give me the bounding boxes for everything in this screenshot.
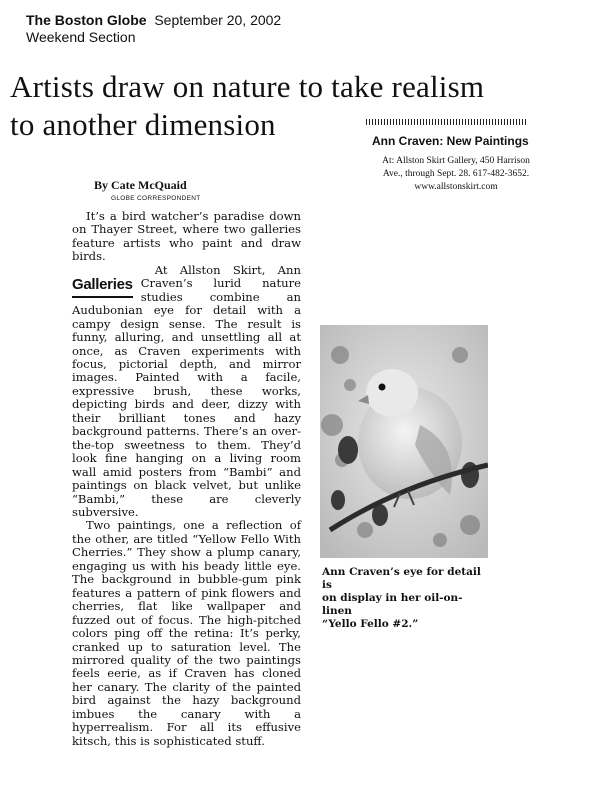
exhibition-venue: At: Allston Skirt Gallery, 450 Harrison [382,156,530,166]
photo-caption [322,566,492,631]
section-kicker: Galleries [72,276,133,298]
paragraph-2: At Allston Skirt, Ann Craven’s lurid nature studies combine an Audubonian eye for detail with a campy design sense. The result is funny, alluring, and unsettling all at once, as Craven experiments with focus, pictorial depth, and mirror images. Painted with a facile, expressive brush, these works, depicting birds and deer, dizzy with their brilliant tones and hazy background patterns. There’s an over-the-top sweetness to them. They’d look fine hanging on a living room wall amid posters from “Bambi” and paintings on black velvet, but unlike “Bambi,” these are cleverly subversive. [72,262,301,519]
section-name: Weekend Section [26,29,136,45]
exhibition-title: Ann Craven: New Paintings [372,134,529,148]
caption-line-2: on display in her oil-on-linen [322,592,463,617]
article-body [72,210,301,748]
exhibition-website: www.allstonskirt.com [414,182,498,192]
paragraph-3: Two paintings, one a reflection of the other, are titled “Yellow Fello With Cherries.” They show a plump canary, engaging us with his beady little eye. The background in bubble-gum pink features a pattern of pink flowers and cherries, flat like wallpaper and fuzzed out of focus. The high-pitched colors ping off the retina: It’s perky, cranked up to saturation level. The mirrored quality of the two paintings feels eerie, as if Craven has cloned her canary. The clarity of the painted bird against the hazy background imbues the canary with a hyperrealism. For all its effusive kitsch, this is sophisticated stuff. [72,518,301,748]
byline-author: By Cate McQuaid [94,178,187,192]
info-box-rule [366,119,528,125]
newspaper-name: The Boston Globe [26,12,147,28]
caption-line-3: “Yello Fello #2.” [322,618,419,630]
exhibition-details [371,155,541,194]
headline [10,68,530,144]
exhibition-dates-phone: Ave., through Sept. 28. 617-482-3652. [382,169,530,179]
caption-line-1: Ann Craven’s eye for detail is [322,566,481,591]
byline-role: GLOBE CORRESPONDENT [111,195,201,202]
paragraph-1: It’s a bird watcher’s paradise down on Thayer Street, where two galleries feature artists who paint and draw birds. [72,209,301,264]
canary-painting-illustration [320,325,488,558]
canary-painting-photo [320,325,488,558]
headline-line-1: Artists draw on nature to take realism [10,69,485,104]
headline-line-2: to another dimension [10,107,276,142]
masthead [26,12,281,46]
publication-date: September 20, 2002 [154,12,282,28]
